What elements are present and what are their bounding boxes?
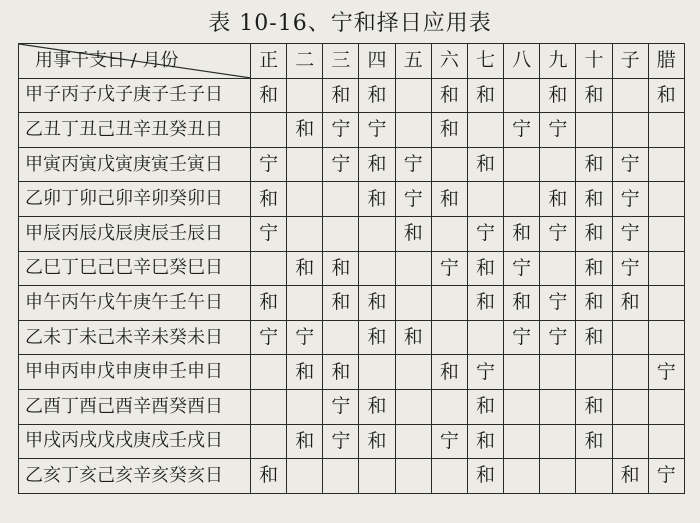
table-cell: 宁 (287, 320, 323, 355)
table-cell (540, 459, 576, 494)
table-cell (323, 182, 359, 217)
table-cell: 宁 (323, 113, 359, 148)
table-cell: 和 (359, 320, 395, 355)
table-cell: 宁 (323, 389, 359, 424)
table-cell: 和 (287, 355, 323, 390)
table-title: 表 10-16、宁和择日应用表 (208, 11, 492, 36)
table-cell: 和 (323, 286, 359, 321)
table-cell (287, 147, 323, 182)
table-cell: 宁 (540, 113, 576, 148)
table-cell: 宁 (612, 251, 648, 286)
day-label: 乙丑丁丑己丑辛丑癸丑日 (19, 113, 251, 148)
table-cell: 宁 (395, 182, 431, 217)
table-cell: 宁 (504, 113, 540, 148)
table-cell (431, 389, 467, 424)
table-cell: 宁 (395, 147, 431, 182)
table-cell (431, 459, 467, 494)
table-cell: 和 (359, 182, 395, 217)
table-cell: 和 (467, 251, 503, 286)
table-cell: 和 (395, 216, 431, 251)
table-cell: 和 (467, 459, 503, 494)
table-cell (251, 251, 287, 286)
header-corner-cell (19, 44, 251, 79)
month-header: 子 (612, 44, 648, 79)
table-cell: 宁 (648, 355, 684, 390)
table-cell: 宁 (540, 320, 576, 355)
table-cell: 和 (576, 389, 612, 424)
table-cell: 宁 (359, 113, 395, 148)
table-cell (648, 251, 684, 286)
table-cell: 和 (359, 147, 395, 182)
month-header: 七 (467, 44, 503, 79)
table-cell: 和 (612, 459, 648, 494)
day-label: 乙卯丁卯己卯辛卯癸卯日 (19, 182, 251, 217)
table-cell: 宁 (648, 459, 684, 494)
table-cell: 和 (576, 182, 612, 217)
table-cell (648, 216, 684, 251)
header-row (19, 44, 685, 79)
table-cell: 和 (612, 286, 648, 321)
table-cell: 宁 (540, 216, 576, 251)
table-cell: 和 (467, 424, 503, 459)
table-cell: 和 (359, 389, 395, 424)
table-cell: 和 (504, 286, 540, 321)
table-row (19, 78, 685, 113)
table-cell: 和 (576, 424, 612, 459)
table-cell: 和 (540, 78, 576, 113)
table-row (19, 459, 685, 494)
table-row (19, 286, 685, 321)
table-cell (395, 389, 431, 424)
month-header: 六 (431, 44, 467, 79)
table-cell (648, 286, 684, 321)
table-cell: 宁 (431, 251, 467, 286)
table-cell: 和 (251, 78, 287, 113)
table-cell (323, 459, 359, 494)
table-cell: 和 (395, 320, 431, 355)
table-cell (431, 147, 467, 182)
day-label: 乙未丁未己未辛未癸未日 (19, 320, 251, 355)
table-row (19, 113, 685, 148)
table-cell: 和 (431, 78, 467, 113)
table-cell (395, 78, 431, 113)
table-cell (576, 113, 612, 148)
table-cell: 和 (467, 286, 503, 321)
table-cell (540, 355, 576, 390)
table-cell (576, 355, 612, 390)
table-row (19, 424, 685, 459)
auspicious-day-table (18, 43, 685, 494)
table-cell (395, 459, 431, 494)
day-label: 甲戌丙戌戊戌庚戌壬戌日 (19, 424, 251, 459)
header-corner-label: 用事干支日 / 月份 (35, 49, 179, 71)
table-cell: 宁 (467, 355, 503, 390)
table-row (19, 147, 685, 182)
table-cell (504, 424, 540, 459)
table-cell (395, 424, 431, 459)
table-cell (612, 320, 648, 355)
table-cell: 宁 (612, 216, 648, 251)
table-cell (612, 113, 648, 148)
day-label: 甲辰丙辰戊辰庚辰壬辰日 (19, 216, 251, 251)
table-cell (540, 389, 576, 424)
table-cell: 和 (504, 216, 540, 251)
table-cell: 宁 (540, 286, 576, 321)
table-cell (287, 389, 323, 424)
table-cell: 和 (287, 113, 323, 148)
table-cell (359, 459, 395, 494)
day-label: 甲寅丙寅戊寅庚寅壬寅日 (19, 147, 251, 182)
table-cell (467, 113, 503, 148)
table-row (19, 216, 685, 251)
table-cell: 宁 (251, 320, 287, 355)
table-cell (395, 251, 431, 286)
table-cell (431, 286, 467, 321)
table-cell (251, 355, 287, 390)
table-cell (359, 355, 395, 390)
table-cell: 宁 (504, 251, 540, 286)
table-cell: 和 (323, 78, 359, 113)
table-cell (431, 320, 467, 355)
day-label: 甲申丙申戊申庚申壬申日 (19, 355, 251, 390)
day-label: 乙酉丁酉己酉辛酉癸酉日 (19, 389, 251, 424)
table-cell (395, 355, 431, 390)
table-cell (648, 320, 684, 355)
table-cell (504, 78, 540, 113)
table-cell: 和 (576, 78, 612, 113)
table-cell: 宁 (323, 424, 359, 459)
table-cell: 宁 (431, 424, 467, 459)
table-cell: 和 (431, 355, 467, 390)
table-cell (323, 216, 359, 251)
table-cell (648, 182, 684, 217)
table-cell: 和 (576, 320, 612, 355)
table-cell: 和 (467, 389, 503, 424)
table-cell (395, 286, 431, 321)
month-header: 二 (287, 44, 323, 79)
table-cell (540, 424, 576, 459)
table-cell (287, 78, 323, 113)
month-header: 正 (251, 44, 287, 79)
table-cell (648, 113, 684, 148)
table-cell (648, 147, 684, 182)
table-cell: 宁 (612, 147, 648, 182)
table-cell: 宁 (251, 147, 287, 182)
table-cell (612, 389, 648, 424)
table-cell (287, 286, 323, 321)
month-header: 四 (359, 44, 395, 79)
table-cell: 和 (287, 424, 323, 459)
table-cell: 宁 (323, 147, 359, 182)
table-cell (504, 459, 540, 494)
month-header: 八 (504, 44, 540, 79)
day-label: 申午丙午戊午庚午壬午日 (19, 286, 251, 321)
table-cell (540, 147, 576, 182)
day-label: 乙巳丁巳己巳辛巳癸巳日 (19, 251, 251, 286)
table-cell (504, 182, 540, 217)
table-cell (251, 389, 287, 424)
table-cell: 和 (251, 286, 287, 321)
table-cell (576, 459, 612, 494)
table-cell: 和 (251, 182, 287, 217)
table-cell: 和 (323, 355, 359, 390)
table-cell (359, 251, 395, 286)
table-row (19, 182, 685, 217)
table-cell: 宁 (612, 182, 648, 217)
month-header: 九 (540, 44, 576, 79)
table-cell (251, 113, 287, 148)
table-cell (287, 459, 323, 494)
table-cell (612, 78, 648, 113)
table-cell: 和 (467, 78, 503, 113)
table-cell (395, 113, 431, 148)
table-cell (251, 424, 287, 459)
table-cell (504, 147, 540, 182)
table-cell (467, 320, 503, 355)
table-cell (359, 216, 395, 251)
table-cell: 和 (287, 251, 323, 286)
table-cell: 和 (431, 182, 467, 217)
table-cell (540, 251, 576, 286)
table-cell: 宁 (251, 216, 287, 251)
table-cell: 和 (251, 459, 287, 494)
table-cell: 宁 (467, 216, 503, 251)
table-cell (287, 216, 323, 251)
table-cell (612, 355, 648, 390)
table-cell: 和 (359, 78, 395, 113)
day-label: 甲子丙子戊子庚子壬子日 (19, 78, 251, 113)
table-cell: 宁 (504, 320, 540, 355)
table-row (19, 389, 685, 424)
table-row (19, 251, 685, 286)
table-cell (504, 389, 540, 424)
table-cell: 和 (576, 286, 612, 321)
table-cell (504, 355, 540, 390)
table-cell: 和 (323, 251, 359, 286)
table-cell (287, 182, 323, 217)
table-cell: 和 (359, 424, 395, 459)
table-cell: 和 (576, 251, 612, 286)
table-cell: 和 (359, 286, 395, 321)
month-header: 三 (323, 44, 359, 79)
table-cell (612, 424, 648, 459)
table-cell: 和 (431, 113, 467, 148)
table-row (19, 355, 685, 390)
table-cell (648, 424, 684, 459)
table-cell (323, 320, 359, 355)
month-header: 腊 (648, 44, 684, 79)
day-label: 乙亥丁亥己亥辛亥癸亥日 (19, 459, 251, 494)
table-cell: 和 (648, 78, 684, 113)
table-cell (467, 182, 503, 217)
table-cell (648, 389, 684, 424)
table-cell: 和 (467, 147, 503, 182)
table-cell: 和 (576, 147, 612, 182)
table-row (19, 320, 685, 355)
month-header: 五 (395, 44, 431, 79)
table-cell: 和 (576, 216, 612, 251)
table-cell: 和 (540, 182, 576, 217)
table-cell (431, 216, 467, 251)
month-header: 十 (576, 44, 612, 79)
